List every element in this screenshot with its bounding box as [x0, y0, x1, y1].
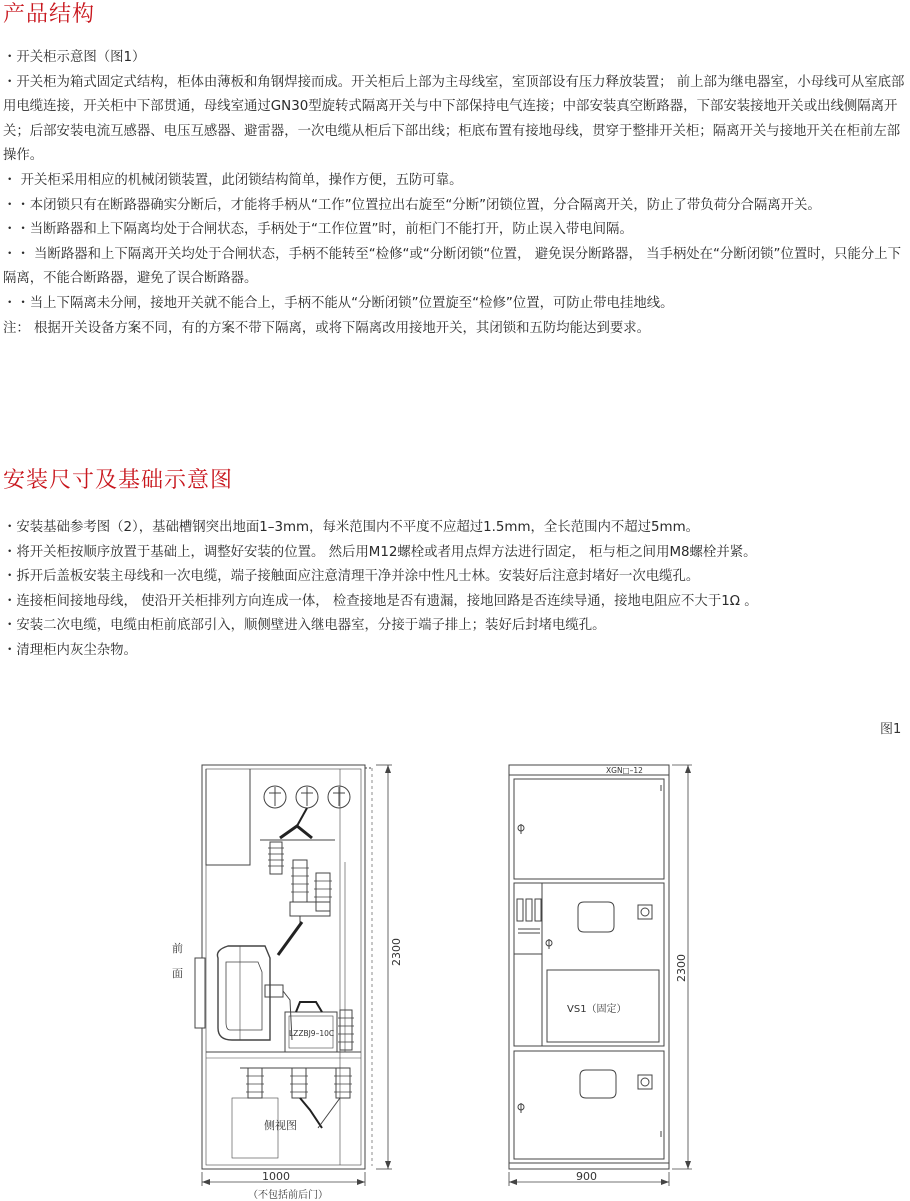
main-busbars: [264, 786, 350, 808]
paragraph: ・・当断路器和上下隔离均处于合闸状态，手柄处于“工作位置”时，前柜门不能打开，防止误入带电间隔。: [3, 222, 633, 238]
door-note: （不包括前后门）: [248, 1190, 328, 1201]
viewing-windows: [578, 902, 616, 1098]
paragraph: ・开关柜为箱式固定式结构，柜体由薄板和角钢焊接而成。开关柜后上部为主母线室，室顶部设有压力释放装置； 前上部为继电器室，小母线可从室底部用电缆连接，开关柜中下部贯通，母线室通过GN30型旋转式隔离开关与中下部保持电气连接；中部安装真空断路器，下部安装接地开关或出线侧隔离开关；后部安装电流互感器、电压互感器、避雷器，一次电缆从柜后下部出线；柜底布置有接地母线，贯穿于整排开关柜；隔离开关与接地开关在柜前左部操作。: [3, 74, 905, 164]
side-height-value: 2300: [390, 938, 403, 966]
front-label-1: 前: [172, 942, 183, 955]
paragraph: ・安装二次电缆，电缆由柜前底部引入，顺侧壁进入继电器室，分接于端子排上；装好后封堵电缆孔。: [3, 618, 606, 634]
breaker-label: VS1（固定）: [567, 1004, 627, 1015]
upper-isolator: [260, 808, 335, 925]
indicator-lamps: [638, 905, 652, 1089]
section-title-installation: 安装尺寸及基础示意图: [3, 468, 234, 493]
side-width-value: 1000: [262, 1170, 290, 1183]
front-width-value: 900: [576, 1170, 597, 1183]
front-label-2: 面: [172, 967, 183, 980]
figure-label: 图1: [880, 722, 902, 737]
side-height-dimension: [376, 765, 392, 1169]
side-view-caption: 侧视图: [264, 1119, 297, 1132]
side-view-cabinet: [195, 765, 372, 1169]
paragraph: ・将开关柜按顺序放置于基础上，调整好安装的位置。 然后用M12螺栓或者用点焊方法进行固定， 柜与柜之间用M8螺栓并紧。: [3, 544, 757, 560]
vacuum-breaker: [217, 946, 292, 1040]
installation-body: [3, 516, 907, 664]
door-handles: [518, 785, 661, 1137]
paragraph: 注： 根据开关设备方案不同，有的方案不带下隔离，或将下隔离改用接地开关，其闭锁和五防均能达到要求。: [3, 320, 651, 336]
switchgear-drawing: [0, 740, 910, 1201]
operating-link: [278, 922, 302, 955]
meters: [517, 899, 541, 933]
front-height-value: 2300: [675, 954, 688, 982]
paragraph: ・・ 当断路器和上下隔离开关均处于合闸状态，手柄不能转至“检修“或“分断闭锁“位置， 避免误分断路器， 当手柄处在“分断闭锁”位置时，只能分上下隔离，不能合断路器，避免了误合断路器。: [3, 246, 901, 287]
paragraph: ・清理柜内灰尘杂物。: [3, 642, 137, 658]
paragraph: ・安装基础参考图（2），基础槽钢突出地面1–3mm，每米范围内不平度不应超过1.5mm，全长范围内不超过5mm。: [3, 520, 700, 535]
front-view-cabinet: [509, 765, 669, 1169]
current-transformer: [285, 1002, 354, 1052]
ct-model-label: LZZBJ9–10C: [289, 1029, 335, 1038]
paragraph: ・ 开关柜采用相应的机械闭锁装置，此闭锁结构简单，操作方便，五防可靠。: [3, 172, 463, 188]
paragraph: ・连接柜间接地母线， 使沿开关柜排列方向连成一体， 检查接地是否有遗漏，接地回路是否连续导通，接地电阻应不大于1Ω 。: [3, 593, 758, 609]
paragraph: ・・本闭锁只有在断路器确实分断后，才能将手柄从“工作”位置拉出右旋至“分断”闭锁位置，分合隔离开关，防止了带负荷分合隔离开关。: [3, 197, 821, 213]
paragraph: ・拆开后盖板安装主母线和一次电缆，端子接触面应注意清理干净并涂中性凡士林。安装好后注意封堵好一次电缆孔。: [3, 569, 700, 585]
cabinet-model: XGN□–12: [606, 766, 643, 775]
paragraph: ・・当上下隔离未分闸，接地开关就不能合上，手柄不能从“分断闭锁”位置旋至“检修”位置，可防止带电挂地线。: [3, 295, 674, 311]
section-title-product-structure: 产品结构: [3, 2, 96, 27]
product-structure-body: [3, 46, 907, 341]
paragraph: ・开关柜示意图（图1）: [3, 50, 146, 65]
